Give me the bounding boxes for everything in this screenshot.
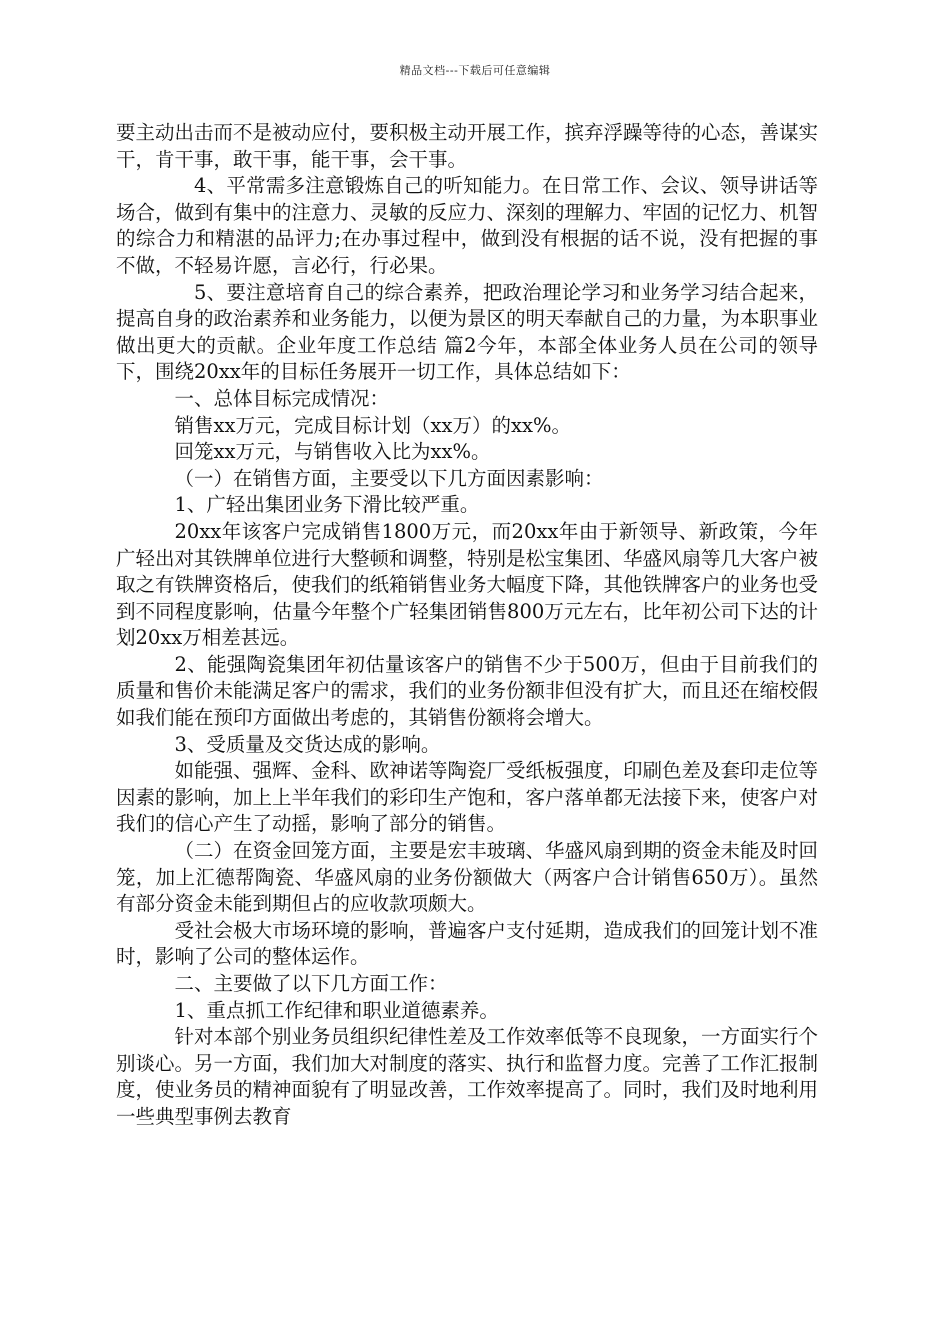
paragraph: 针对本部个别业务员组织纪律性差及工作效率低等不良现象，一方面实行个别谈心。另一方面，我们加大对制度的落实、执行和监督力度。完善了工作汇报制度，使业务员的精神面貌有了明显改善，工作效率提高了。同时，我们及时地利用一些典型事例去教育 (116, 1025, 819, 1128)
paragraph: 要主动出击而不是被动应付，要积极主动开展工作，摈弃浮躁等待的心态，善谋实干，肯干事，敢干事，能干事，会干事。 (116, 121, 819, 171)
page-header: 精品文档---下载后可任意编辑 (399, 64, 551, 77)
paragraph: 1、广轻出集团业务下滑比较严重。 (174, 493, 480, 517)
paragraph: 20xx年该客户完成销售1800万元，而20xx年由于新领导、新政策，今年广轻出对其铁牌单位进行大整顿和调整，特别是松宝集团、华盛风扇等几大客户被取之有铁牌资格后，使我们的纸箱销售业务大幅度下降，其他铁牌客户的业务也受到不同程度影响，估量今年整个广轻集团销售800万元左右，比年初公司下达的计划20xx万相差甚远。 (116, 519, 819, 650)
paragraph: 2、能强陶瓷集团年初估量该客户的销售不少于500万，但由于目前我们的质量和售价未能满足客户的需求，我们的业务份额非但没有扩大，而且还在缩校假如我们能在预印方面做出考虑的，其销售份额将会增大。 (116, 652, 819, 730)
paragraph: 回笼xx万元，与销售收入比为xx%。 (174, 440, 491, 464)
paragraph: 1、重点抓工作纪律和职业道德素养。 (174, 998, 499, 1022)
paragraph: 销售xx万元，完成目标计划（xx万）的xx%。 (174, 413, 572, 437)
paragraph: 二、主要做了以下几方面工作： (174, 972, 448, 995)
paragraph: （二）在资金回笼方面，主要是宏丰玻璃、华盛风扇到期的资金未能及时回笼，加上汇德帮陶瓷、华盛风扇的业务份额做大（两客户合计销售650万）。虽然有部分资金未能到期但占的应收款项颇大。 (116, 839, 819, 916)
paragraph: 一、总体目标完成情况： (174, 386, 390, 410)
paragraph: 5、要注意培育自己的综合素养，把政治理论学习和业务学习结合起来，提高自身的政治素养和业务能力，以便为景区的明天奉献自己的力量，为本职事业做出更大的贡献。企业年度工作总结 篇2今年，本部全体业务人员在公司的领导下，围绕20xx年的目标任务展开一切工作，具体总结如下： (116, 280, 819, 384)
document-body (116, 120, 818, 1131)
paragraph: （一）在销售方面，主要受以下几方面因素影响： (174, 466, 604, 490)
paragraph: 4、平常需多注意锻炼自己的听知能力。在日常工作、会议、领导讲话等场合，做到有集中的注意力、灵敏的反应力、深刻的理解力、牢固的记忆力、机智的综合力和精湛的品评力;在办事过程中，做到没有根据的话不说，没有把握的事不做，不轻易许愿，言必行，行必果。 (116, 174, 819, 277)
paragraph: 如能强、强辉、金科、欧神诺等陶瓷厂受纸板强度，印刷色差及套印走位等因素的影响，加上上半年我们的彩印生产饱和，客户落单都无法接下来，使客户对我们的信心产生了动摇，影响了部分的销售。 (116, 759, 819, 836)
paragraph: 受社会极大市场环境的影响，普遍客户支付延期，造成我们的回笼计划不准时，影响了公司的整体运作。 (116, 918, 819, 969)
paragraph: 3、受质量及交货达成的影响。 (174, 732, 441, 756)
